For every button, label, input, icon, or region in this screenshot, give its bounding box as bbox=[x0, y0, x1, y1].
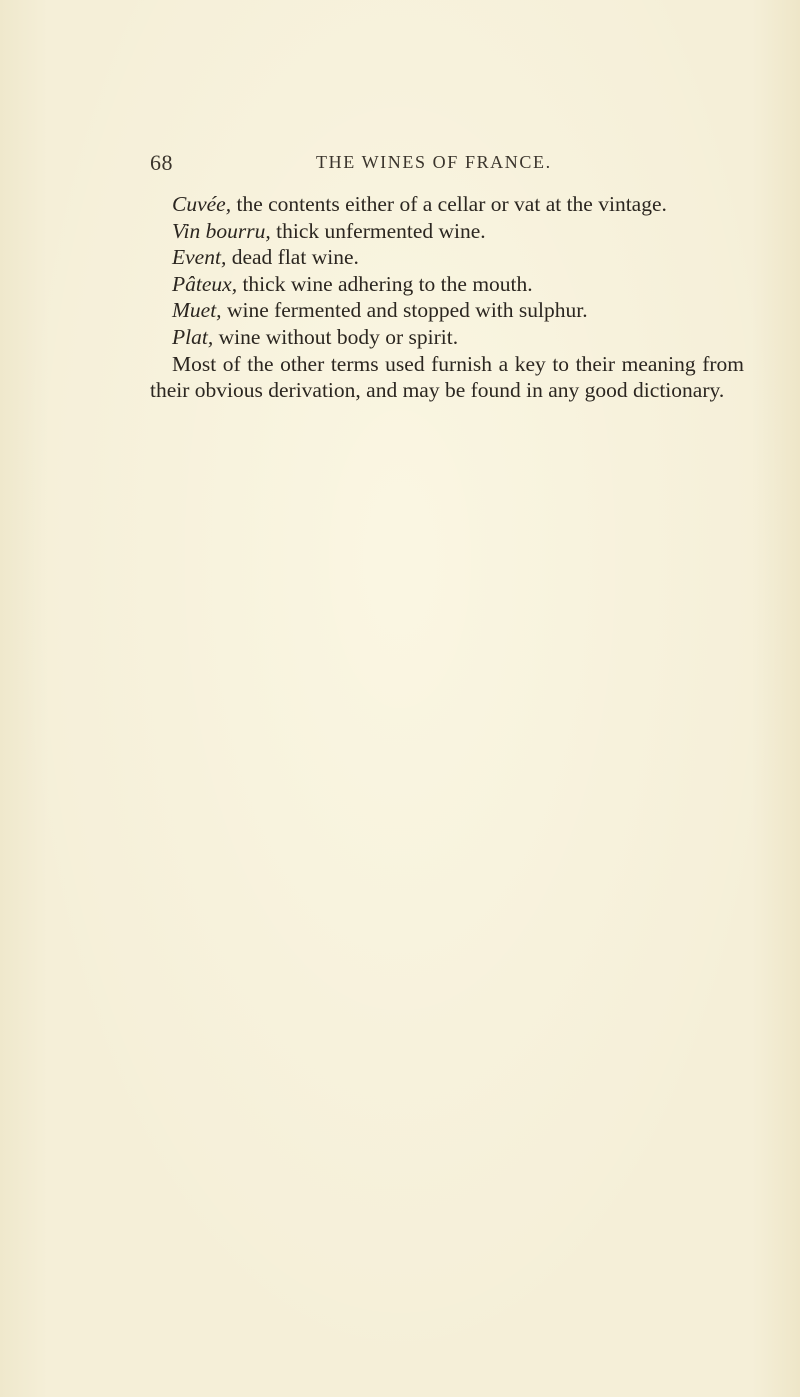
glossary-entry-pateux bbox=[150, 271, 744, 298]
entry-definition: dead flat wine. bbox=[226, 245, 359, 270]
glossary-entry-event bbox=[150, 244, 744, 271]
glossary-entry-plat bbox=[150, 324, 744, 351]
entry-definition: wine fermented and stopped with sulphur. bbox=[221, 298, 588, 323]
entry-term: Pâteux, bbox=[172, 271, 238, 296]
glossary-entry-vin-bourru bbox=[150, 218, 744, 245]
page-number: 68 bbox=[150, 150, 173, 175]
running-title: THE WINES OF FRANCE. bbox=[316, 152, 552, 172]
entry-term: Event, bbox=[172, 245, 227, 270]
glossary-entry-muet bbox=[150, 297, 744, 324]
entry-term: Plat, bbox=[172, 324, 214, 349]
entry-term: Cuvée, bbox=[172, 192, 232, 216]
glossary-entry-cuvee bbox=[150, 191, 744, 218]
body-text bbox=[150, 191, 744, 404]
closing-paragraph: Most of the other terms used furnish a key to their meaning from their obvious derivation, and may be found in any good dictionary. bbox=[150, 351, 744, 403]
entry-definition: thick wine adhering to the mouth. bbox=[237, 271, 533, 296]
entry-term: Vin bourru, bbox=[172, 218, 271, 243]
entry-term: Muet, bbox=[172, 298, 222, 323]
entry-definition: wine without body or spirit. bbox=[213, 324, 459, 349]
entry-definition: the contents either of a cellar or vat at the vintage. bbox=[231, 192, 667, 216]
entry-definition: thick unfermented wine. bbox=[270, 218, 486, 243]
running-head bbox=[150, 150, 750, 180]
